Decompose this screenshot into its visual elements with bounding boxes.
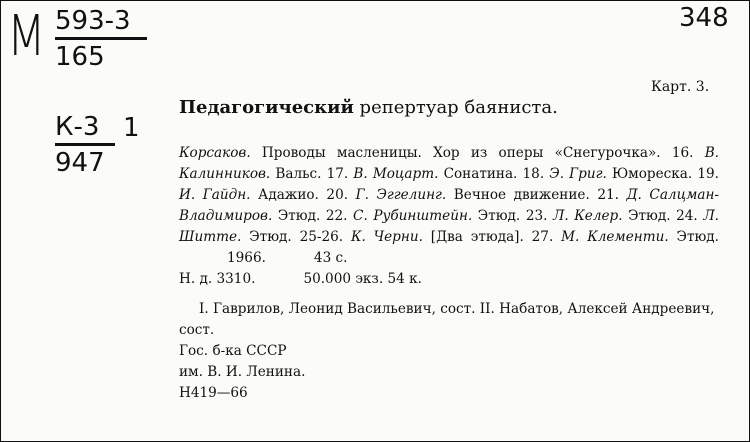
author: Э. Григ. [549,166,607,182]
entry-text: Этюд. 23. [472,208,554,224]
catalog-code-top: К-3 [55,112,100,142]
title-rest: репертуар баяниста. [353,97,558,118]
shelf-mark [55,7,147,71]
author: В. Моцарт. [353,166,439,182]
library-line-2: им. В. И. Ленина. [179,364,306,380]
card-title [179,97,558,118]
author: Л. Келер. [553,208,623,224]
imprint-year: 1966. [227,250,266,266]
shelf-mark-bottom: 165 [55,42,105,72]
catalog-code-bottom: 947 [55,148,105,178]
catalog-code [55,113,115,177]
author: В. Калинников. [179,145,719,182]
entry-text: Вальс. 17. [270,166,354,182]
entry-text: Этюд. 22. [272,208,354,224]
card-notes [179,299,719,404]
entry-text: Проводы масленицы. Хор из оперы «Снегурочка». 16. [250,145,705,161]
author: С. Рубинштейн. [353,208,473,224]
entry-text: Вечное движение. 21. [446,187,627,203]
fraction-bar [55,37,147,40]
handwritten-mark: 1 [123,113,140,143]
card-code: Н419—66 [179,385,248,401]
fraction-bar [55,143,115,146]
entry-text: Адажио. 20. [250,187,356,203]
author: И. Гайдн. [179,187,251,203]
handwritten-letter: М [7,4,46,69]
imprint-print-run: 50.000 экз. 54 к. [303,271,422,287]
entry-text: [Два этюда]. 27. [422,229,562,245]
author: М. Клементи. [561,229,669,245]
entry-text: Юмореска. 19. [606,166,719,182]
author: Л. Шитте. [179,208,719,245]
imprint-pages: 43 с. [313,250,348,266]
entry-text: Этюд. 24. [622,208,704,224]
author: Д. Салцман-Владимиров. [179,187,719,224]
author: Г. Эггелинг. [355,187,447,203]
entry-text: Этюд. [668,229,719,245]
author: К. Черни. [350,229,423,245]
card-label: Карт. 3. [651,79,710,95]
contents-description [179,143,719,290]
title-bold: Педагогический [179,97,354,118]
author: Корсаков. [179,145,251,161]
shelf-mark-top: 593-3 [55,6,131,36]
persons-note: I. Гаврилов, Леонид Васильевич, сост. II. Набатов, Алексей Андреевич, сост. [179,301,715,338]
handwritten-page-number: 348 [679,3,729,33]
entry-text: Сонатина. 18. [438,166,550,182]
imprint-order: Н. д. 3310. [179,271,256,287]
entry-text: Этюд. 25-26. [241,229,351,245]
library-line-1: Гос. б-ка СССР [179,343,287,359]
